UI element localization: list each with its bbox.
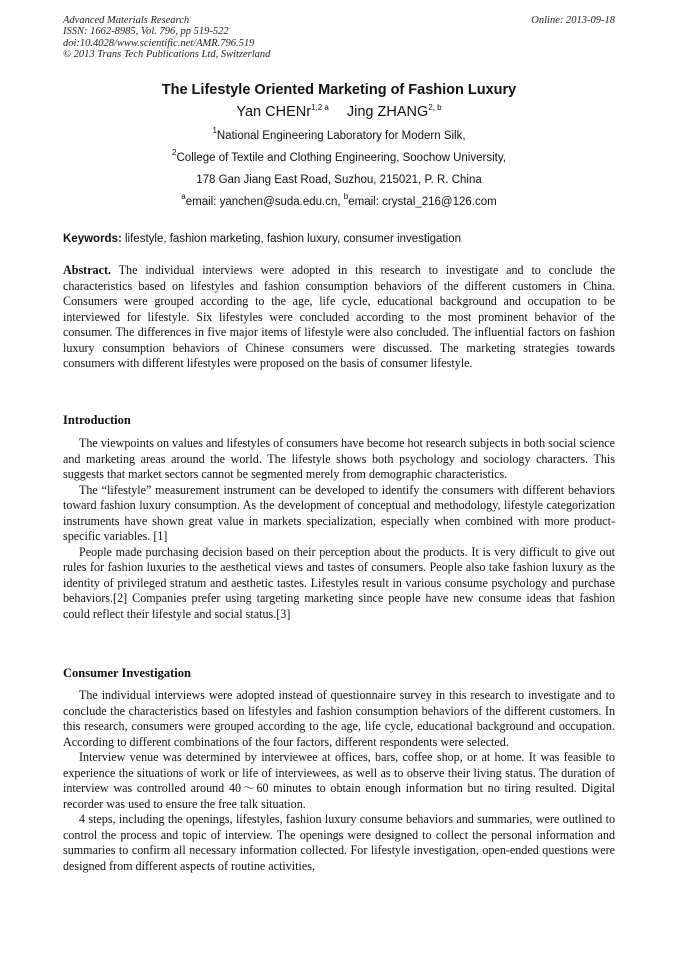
issn-line: ISSN: 1662-8985, Vol. 796, pp 519-522: [63, 26, 229, 38]
abstract: [63, 263, 615, 372]
online-date: Online: 2013-09-18: [531, 15, 615, 26]
author-line: [0, 104, 678, 120]
introduction-body: [63, 436, 615, 622]
keywords-text: lifestyle, fashion marketing, fashion luxury, consumer investigation: [121, 233, 461, 245]
paragraph: The viewpoints on values and lifestyles of consumers have become hot research subjects in both social science and marketing areas around the world. The lifestyle shows both psychology and sociology characters. This suggests that market sectors cannot be segmented merely from demographic characteristics.: [63, 436, 615, 481]
copyright-line: © 2013 Trans Tech Publications Ltd, Switzerland: [63, 49, 271, 61]
email-line: $^a$email: yanchen@suda.edu.cn, $^b$email: crystal_216@126.com: [181, 192, 497, 208]
paragraph: Interview venue was determined by interviewee at offices, bars, coffee shop, or at home. It was feasible to experience the situations of work or life of interviewees, as well as to observe their living status. The duration of interview was controlled around 40～60 minutes to obtain enough information but no tiring resulted. Digital recorder was used to ensure the free talk situation.: [63, 750, 615, 811]
paragraph: 4 steps, including the openings, lifestyles, fashion luxury consume behaviors and summaries, were outlined to control the process and topic of interview. The openings were designed to collect the personal information and summaries to confirm all necessary information collected. For lifestyle investigation, open-ended questions were designed from different aspects of routine activities,: [63, 812, 615, 873]
paragraph: The individual interviews were adopted instead of questionnaire survey in this research to investigate and to conclude the characteristics based on lifestyles and fashion consumption behaviors of the different customers. In this research, consumers were grouped according to the age, life cycle, educational background and occupation. According to different combinations of the four factors, different respondents were selected.: [63, 688, 615, 749]
author-name: Jing ZHANG: [346, 104, 429, 120]
affiliation-line: $^1$National Engineering Laboratory for Modern Silk,: [212, 126, 466, 142]
paper-title: The Lifestyle Oriented Marketing of Fashion Luxury: [161, 82, 517, 98]
paragraph: People made purchasing decision based on their perception about the products. It is very difficult to give out rules for fashion luxuries to the aesthetical views and tastes of consumers. People also take fashion luxury as the identity of privileged stratum and aesthetic tastes. Lifestyles result in various consume psychology and purchase behaviors.[2] Companies prefer using targeting marketing since people have new consume ideas that fashion could reflect their lifestyle and social status.[3]: [63, 544, 615, 621]
section-heading-introduction: Introduction: [63, 413, 131, 427]
consumer-investigation-body: [63, 688, 615, 874]
paragraph: The “lifestyle” measurement instrument can be developed to identify the consumers with different behaviors toward fashion luxury consumption. As the development of conceptual and methodology, lifestyle categorization instruments have shown great value in markets specialization, especially when combined with more product-specific variables. [1]: [63, 482, 615, 543]
doi-line: doi:10.4028/www.scientific.net/AMR.796.519: [63, 37, 255, 49]
abstract-label: Abstract.: [63, 263, 112, 277]
affiliation-address: 178 Gan Jiang East Road, Suzhou, 215021, P. R. China: [196, 174, 482, 186]
email-b: email: crystal_216@126.com: [348, 196, 497, 208]
author-superscript: 2, b: [428, 103, 442, 112]
journal-header: [63, 15, 270, 61]
abstract-text: The individual interviews were adopted in this research to investigate and to conclude the characteristics based on lifestyles and fashion consumption behaviors of the different customers in China. Consumers were grouped according to the age, life cycle, educational background and occupation to be interviewed for lifestyle. Six lifestyles were concluded according to the most prominent behavior of the consumer. The differences in five major items of lifestyle were also concluded. The influential factors on fashion luxury consumption behaviors of Chinese consumers were discussed. The marketing strategies towards consumers with different lifestyles were proposed on the basis of consumer lifestyle.: [63, 263, 615, 370]
email-a: email: yanchen@suda.edu.cn,: [185, 196, 344, 208]
keywords: [63, 233, 461, 245]
author-superscript: 1,2 a: [311, 103, 329, 112]
keywords-label: Keywords:: [63, 233, 122, 245]
journal-name: Advanced Materials Research: [63, 15, 190, 26]
author-name: Yan CHENr: [236, 104, 312, 120]
affiliation-line: $^2$College of Textile and Clothing Engineering, Soochow University,: [172, 148, 506, 164]
section-heading-consumer-investigation: Consumer Investigation: [63, 666, 191, 680]
